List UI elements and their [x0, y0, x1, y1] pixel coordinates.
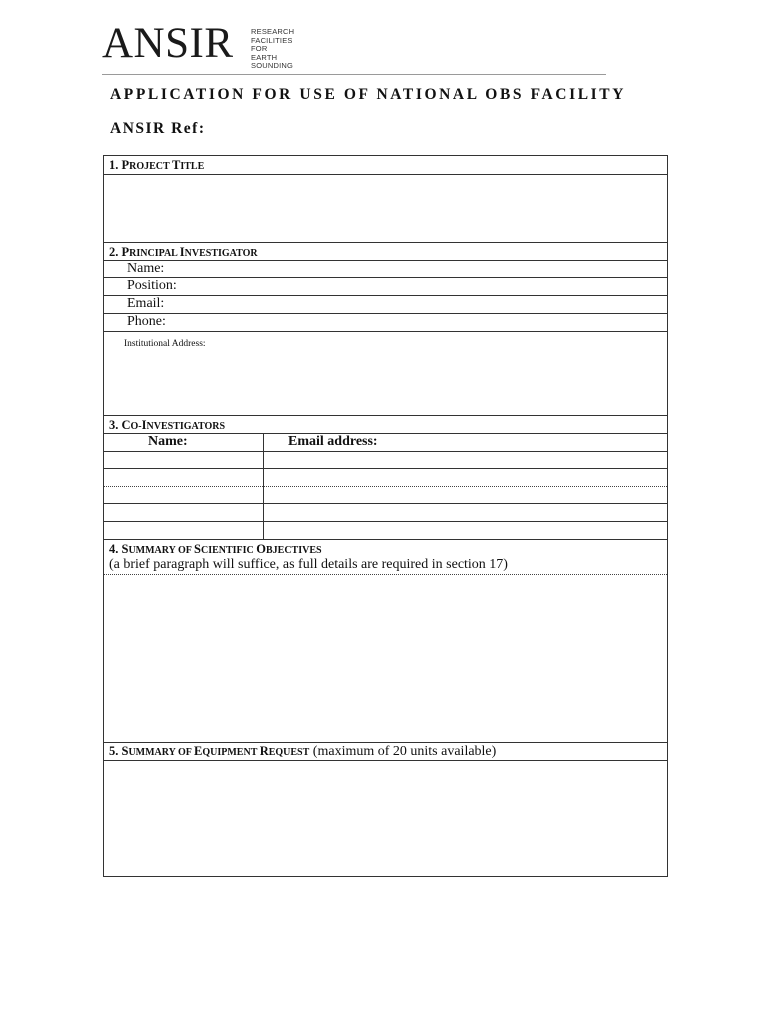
divider — [104, 503, 667, 504]
divider — [104, 521, 667, 522]
divider — [104, 539, 667, 540]
logo-wordmark: ANSIR — [102, 20, 234, 67]
pi-email-label[interactable]: Email: — [127, 296, 165, 311]
pi-phone-label[interactable]: Phone: — [127, 314, 166, 329]
scientific-objectives-field[interactable] — [104, 575, 667, 741]
divider — [104, 242, 667, 243]
logo-line-3: FOR EARTH — [251, 44, 278, 62]
logo-line-2: FACILITIES — [251, 35, 293, 45]
divider — [104, 486, 667, 487]
divider — [104, 295, 667, 296]
equipment-request-field[interactable] — [104, 761, 667, 876]
section-3-heading: 3. CO-INVESTIGATORS — [109, 418, 226, 432]
application-form — [103, 155, 668, 877]
pi-position-label[interactable]: Position: — [127, 278, 177, 293]
co-investigator-email-header: Email address: — [288, 434, 378, 449]
divider — [104, 468, 667, 469]
divider — [104, 742, 667, 743]
divider — [104, 451, 667, 452]
section-4-note: (a brief paragraph will suffice, as full details are required in section 17) — [109, 557, 508, 572]
ansir-ref-label: ANSIR Ref: — [110, 120, 206, 137]
page-title: APPLICATION FOR USE OF NATIONAL OBS FACILITY — [110, 86, 627, 103]
divider — [104, 277, 667, 278]
logo-line-4: SOUNDING — [251, 61, 294, 71]
section-5-heading: 5. SUMMARY OF EQUIPMENT REQUEST (maximum of 20 units available) — [109, 744, 497, 759]
divider — [104, 415, 667, 416]
institutional-address-label[interactable]: Institutional Address: — [124, 339, 206, 349]
project-title-field[interactable] — [104, 175, 667, 242]
divider — [104, 313, 667, 314]
section-1-heading: 1. PROJECT TITLE — [109, 158, 205, 172]
divider — [104, 260, 667, 261]
divider — [104, 331, 667, 332]
section-2-heading: 2. PRINCIPAL INVESTIGATOR — [109, 245, 258, 259]
divider — [104, 433, 667, 434]
section-4-heading: 4. SUMMARY OF SCIENTIFIC OBJECTIVES — [109, 542, 322, 556]
co-investigator-name-header: Name: — [148, 434, 188, 449]
logo-line-1: RESEARCH — [251, 27, 295, 36]
logo-tagline — [251, 28, 294, 71]
pi-name-label[interactable]: Name: — [127, 261, 165, 276]
header-divider — [102, 74, 606, 75]
